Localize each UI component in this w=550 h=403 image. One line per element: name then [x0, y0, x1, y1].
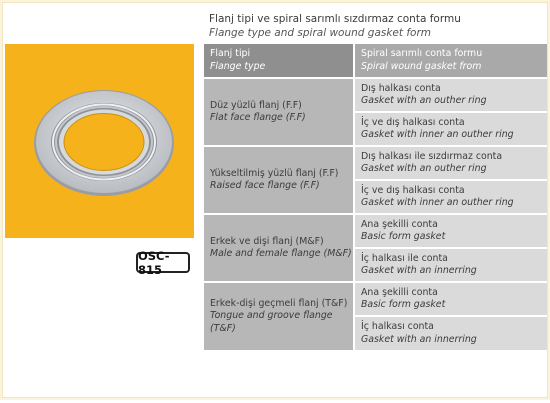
flange-type-en: Raised face flange (F.F)	[210, 180, 320, 191]
gasket-form-tr: İç halkası conta	[361, 321, 434, 333]
gasket-form-cell	[354, 112, 547, 146]
gasket-form-cell	[354, 282, 547, 316]
gasket-form-en: Gasket with an innerring	[361, 265, 477, 276]
header-flange-type	[204, 44, 354, 78]
table-row	[204, 282, 547, 316]
flange-type-tr: Erkek-dişi geçmeli flanj (T&F)	[210, 298, 348, 310]
gasket-form-cell	[354, 214, 547, 248]
gasket-form-tr: İç ve dış halkası conta	[361, 116, 465, 128]
flange-type-cell	[204, 146, 354, 214]
product-code-badge: OSC-815	[136, 252, 190, 273]
header-gasket-form-tr: Spiral sarımlı conta formu	[361, 48, 483, 60]
flange-type-en: Tongue and groove flange (T&F)	[210, 310, 333, 334]
flange-type-en: Male and female flange (M&F)	[210, 248, 352, 259]
table-row	[204, 146, 547, 180]
table-row	[204, 78, 547, 112]
gasket-form-en: Gasket with inner an outher ring	[361, 197, 514, 208]
flange-gasket-table	[204, 44, 547, 350]
gasket-form-tr: Dış halkası conta	[361, 82, 441, 94]
header-flange-type-tr: Flanj tipi	[210, 48, 251, 60]
flange-type-tr: Düz yüzlü flanj (F.F)	[210, 99, 302, 111]
flange-type-cell	[204, 282, 354, 350]
table-row	[204, 214, 547, 248]
gasket-form-tr: Ana şekilli conta	[361, 218, 438, 230]
header-flange-type-en: Flange type	[210, 60, 266, 72]
gasket-form-tr: İç ve dış halkası conta	[361, 184, 465, 196]
gasket-form-tr: İç halkası ile conta	[361, 252, 448, 264]
header-gasket-form	[354, 44, 547, 78]
product-photo	[5, 44, 194, 277]
gasket-form-en: Gasket with an innerring	[361, 333, 477, 345]
gasket-form-cell	[354, 78, 547, 112]
gasket-form-en: Basic form gasket	[361, 231, 446, 242]
gasket-form-cell	[354, 248, 547, 282]
page-frame	[3, 3, 547, 397]
gasket-form-cell	[354, 146, 547, 180]
flange-type-tr: Yükseltilmiş yüzlü flanj (F.F)	[210, 167, 339, 179]
flange-type-tr: Erkek ve dişi flanj (M&F)	[210, 235, 324, 247]
table-header-row	[204, 44, 547, 78]
flange-type-cell	[204, 214, 354, 282]
spiral-wound-gasket-image	[33, 89, 175, 197]
gasket-form-cell	[354, 316, 547, 350]
gasket-form-en: Gasket with inner an outher ring	[361, 129, 514, 140]
heading-turkish: Flanj tipi ve spiral sarımlı sızdırmaz conta formu	[209, 13, 461, 25]
gasket-form-tr: Dış halkası ile sızdırmaz conta	[361, 150, 503, 162]
gasket-form-tr: Ana şekilli conta	[361, 286, 438, 298]
table-heading	[209, 12, 461, 40]
gasket-form-en: Gasket with an outher ring	[361, 95, 487, 106]
gasket-form-cell	[354, 180, 547, 214]
heading-english: Flange type and spiral wound gasket form	[209, 27, 432, 39]
gasket-form-en: Gasket with an outher ring	[361, 163, 487, 174]
flange-type-en: Flat face flange (F.F)	[210, 112, 306, 123]
flange-type-cell	[204, 78, 354, 146]
gasket-form-en: Basic form gasket	[361, 299, 446, 310]
header-gasket-form-en: Spiral wound gasket from	[361, 60, 482, 72]
